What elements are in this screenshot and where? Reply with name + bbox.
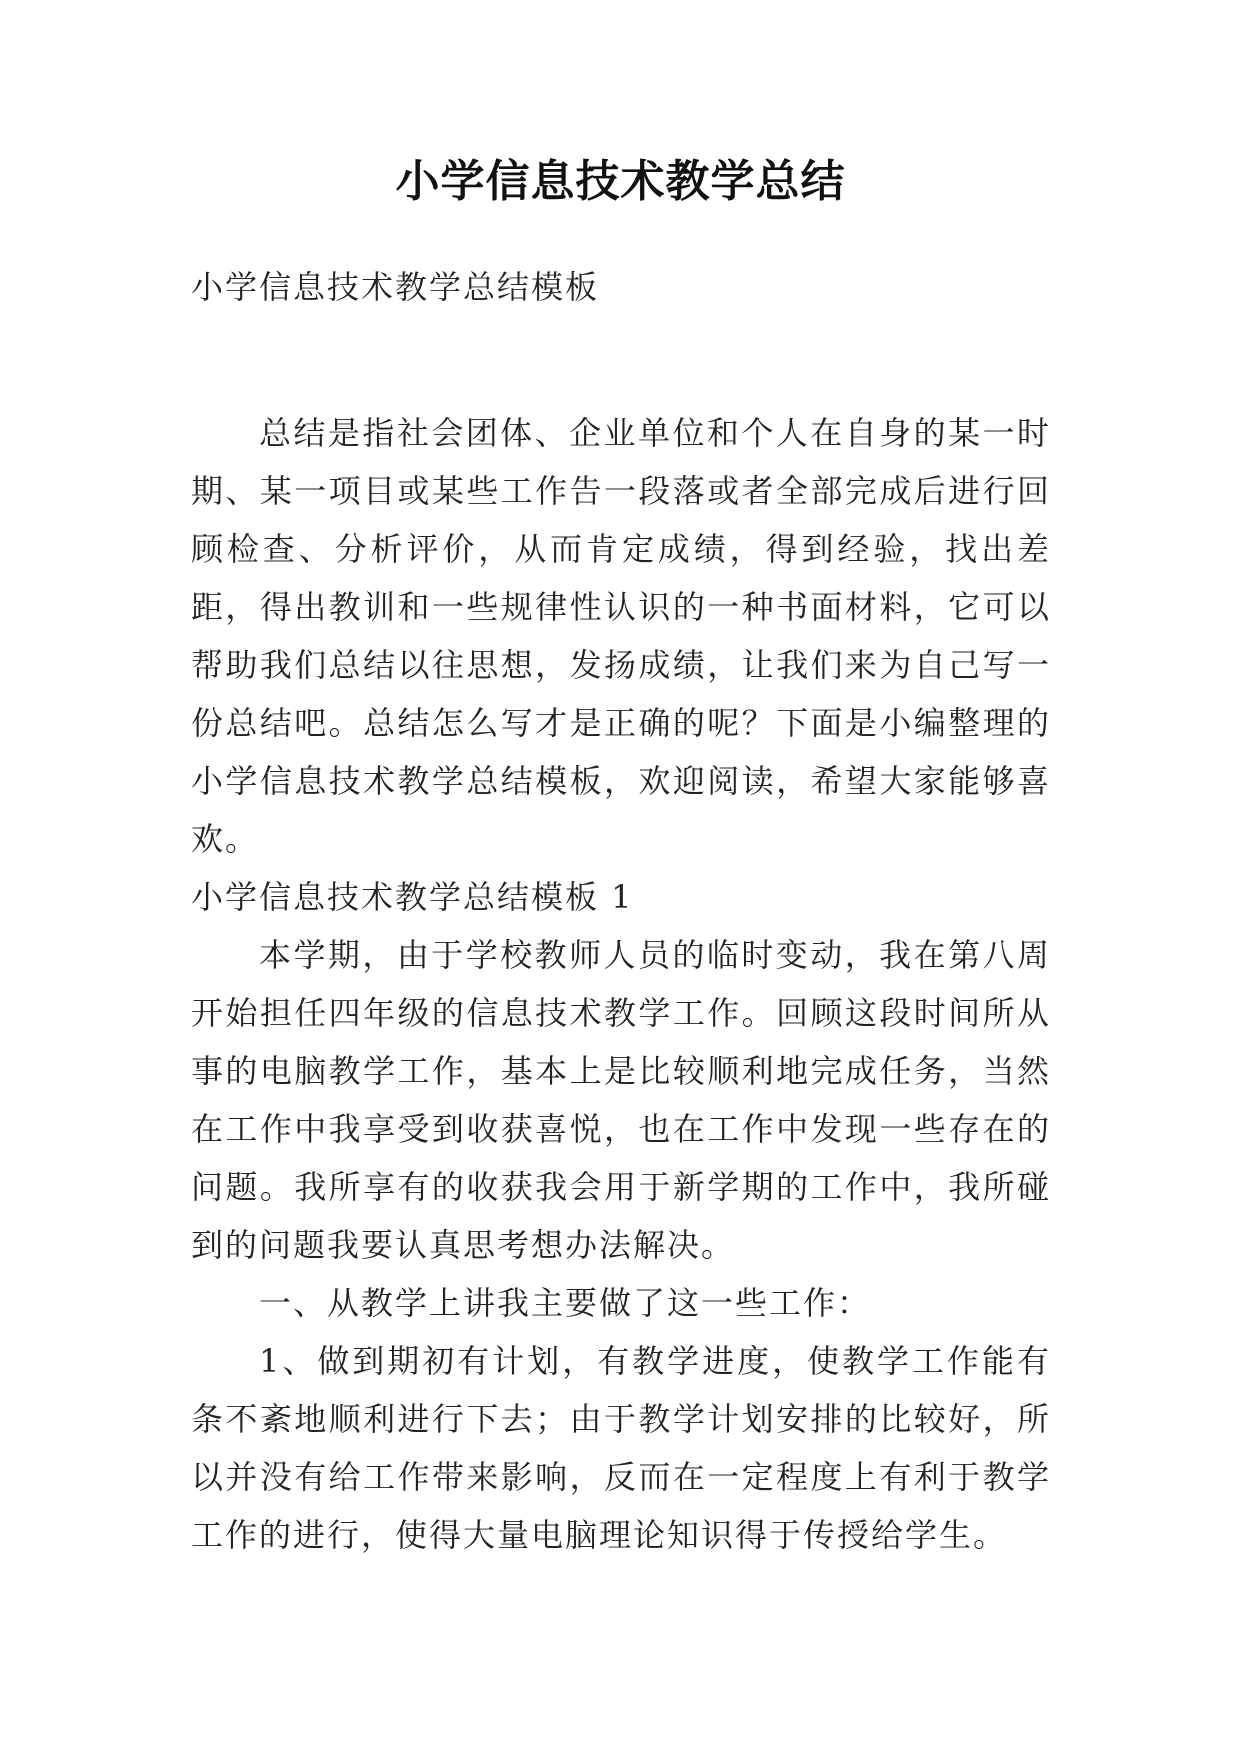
section-heading: 小学信息技术教学总结模板 1 bbox=[191, 878, 634, 916]
section-body bbox=[191, 926, 1051, 1564]
body-paragraph: 1、做到期初有计划，有教学进度，使教学工作能有条不紊地顺利进行下去；由于教学计划安排的比较好，所以并没有给工作带来影响，反而在一定程度上有利于教学工作的进行，使得大量电脑理论知识得于传授给学生。 bbox=[191, 1342, 1051, 1554]
document-subtitle: 小学信息技术教学总结模板 bbox=[191, 268, 600, 306]
body-paragraph: 本学期，由于学校教师人员的临时变动，我在第八周开始担任四年级的信息技术教学工作。回顾这段时间所从事的电脑教学工作，基本上是比较顺利地完成任务，当然在工作中我享受到收获喜悦，也在工作中发现一些存在的问题。我所享有的收获我会用于新学期的工作中，我所碰到的问题我要认真思考想办法解决。 bbox=[191, 936, 1051, 1264]
document-title: 小学信息技术教学总结 bbox=[395, 156, 846, 207]
body-paragraph: 一、从教学上讲我主要做了这一些工作： bbox=[259, 1284, 872, 1322]
intro-paragraph: 总结是指社会团体、企业单位和个人在自身的某一时期、某一项目或某些工作告一段落或者全部完成后进行回顾检查、分析评价，从而肯定成绩，得到经验，找出差距，得出教训和一些规律性认识的一种书面材料，它可以帮助我们总结以往思想，发扬成绩，让我们来为自己写一份总结吧。总结怎么写才是正确的呢？下面是小编整理的小学信息技术教学总结模板，欢迎阅读，希望大家能够喜欢。 bbox=[191, 414, 1051, 858]
